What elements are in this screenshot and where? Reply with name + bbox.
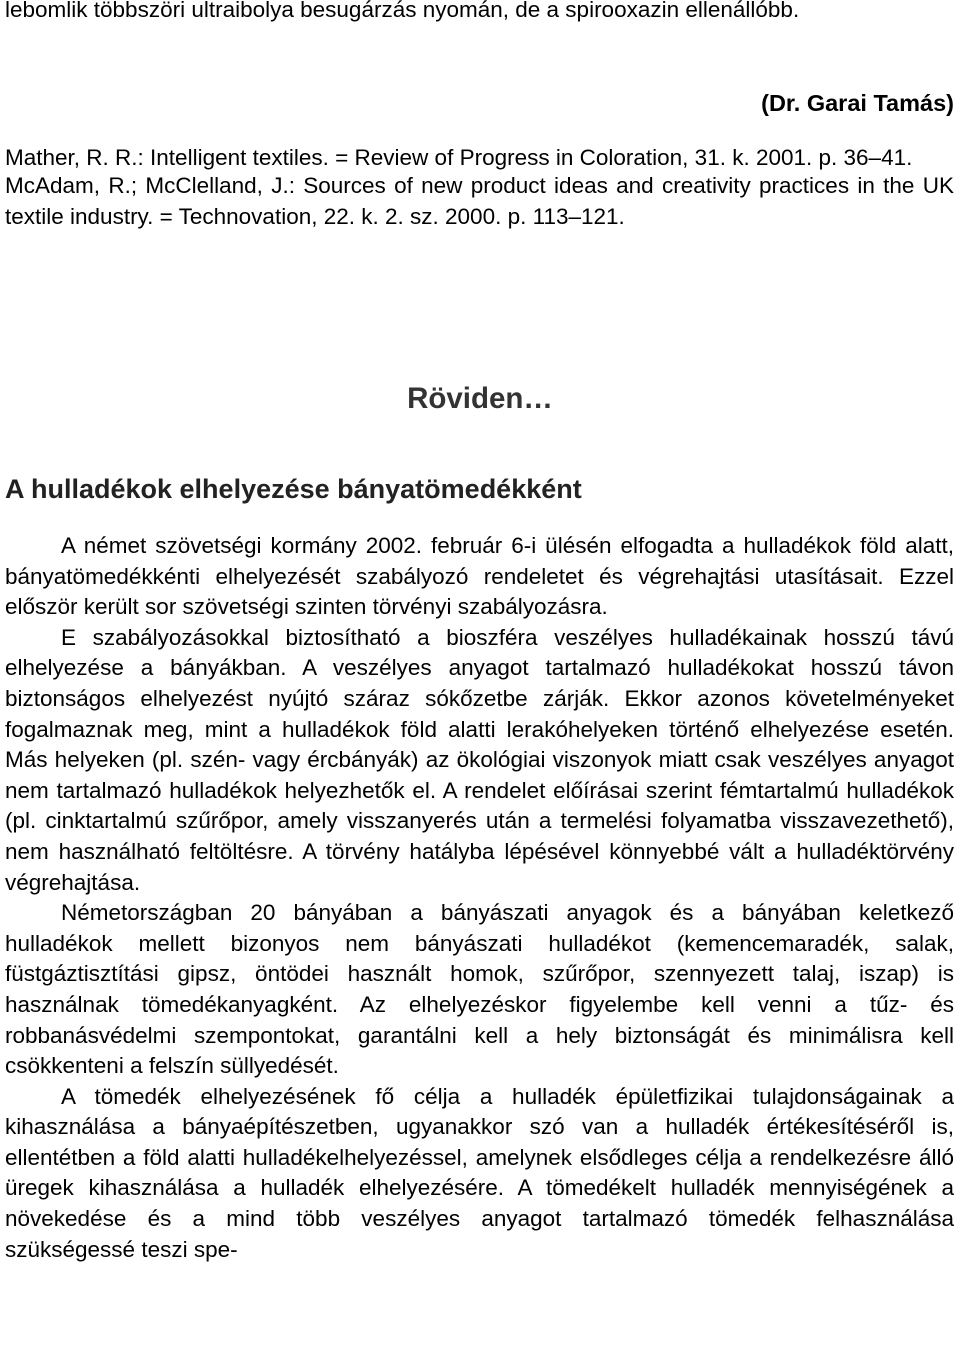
article-body	[5, 531, 954, 1265]
continued-paragraph	[5, 0, 954, 26]
article-title: A hulladékok elhelyezése bányatömedékként	[5, 474, 582, 504]
section-title: Röviden…	[407, 382, 553, 415]
reference-2: McAdam, R.; McClelland, J.: Sources of new product ideas and creativity practices in the UK textile industry. = Technovation, 22. k. 2. sz. 2000. p. 113–121.	[5, 173, 954, 229]
continued-text: lebomlik többszöri ultraibolya besugárzás nyomán, de a spirooxazin ellenállóbb.	[5, 0, 800, 22]
paragraph-2: E szabályozásokkal biztosítható a bioszféra veszélyes hulladékainak hosszú távú elhelyezése a bányákban. A veszélyes anyagot tartalmazó hulladékokat hosszú távon biztonságos elhelyezést nyújtó száraz sókőzetbe zárják. Ekkor azonos követelményeket fogalmaznak meg, mint a hulladékok föld alatti lerakóhelyeken történő elhelyezése esetén. Más helyeken (pl. szén- vagy ércbányák) az ökológiai viszonyok miatt csak veszélyes anyagot nem tartalmazó hulladékok helyezhetők el. A rendelet előírásai szerint fémtartalmú hulladékok (pl. cinktartalmú szűrőpor, amely visszanyerés után a termelési folyamatba visszavezethető), nem használható feltöltésre. A törvény hatályba lépésével könnyebbé vált a hulladéktörvény végrehajtása.	[5, 624, 954, 895]
paragraph-1: A német szövetségi kormány 2002. február 6-i ülésén elfogadta a hulladékok föld alatt, bányatömedékkénti elhelyezését szabályozó rendeletet és végrehajtási utasításait. Ezzel először került sor szövetségi szinten törvényi szabályozásra.	[5, 533, 954, 620]
author-signature: (Dr. Garai Tamás)	[761, 90, 954, 116]
paragraph-4: A tömedék elhelyezésének fő célja a hulladék épületfizikai tulajdonságainak a kihasználása a bányaépítészetben, ugyanakkor szó van a hulladék értékesítéséről is, ellentétben a föld alatti hulladékelhelyezéssel, amelynek elsődleges célja a rendelkezésre álló üregek kihasználása a hulladék elhelyezésére. A tömedékelt hulladék mennyiségének a növekedése és a mind több veszélyes anyagot tartalmazó tömedék felhasználása szükségessé teszi spe-	[5, 1083, 954, 1262]
paragraph-3: Németországban 20 bányában a bányászati anyagok és a bányában keletkező hulladékok mellett bizonyos nem bányászati hulladékot (kemencemaradék, salak, füstgáztisztítási gipsz, öntödei használt homok, szűrőpor, szennyezett talaj, iszap) is használnak tömedékanyagként. Az elhelyezéskor figyelembe kell venni a tűz- és robbanásvédelmi szempontokat, garantálni kell a hely biztonságát és minimálisra kell csökkenteni a felszín süllyedését.	[5, 900, 954, 1079]
reference-1: Mather, R. R.: Intelligent textiles. = Review of Progress in Coloration, 31. k. 2001. p. 36–41.	[5, 145, 913, 170]
